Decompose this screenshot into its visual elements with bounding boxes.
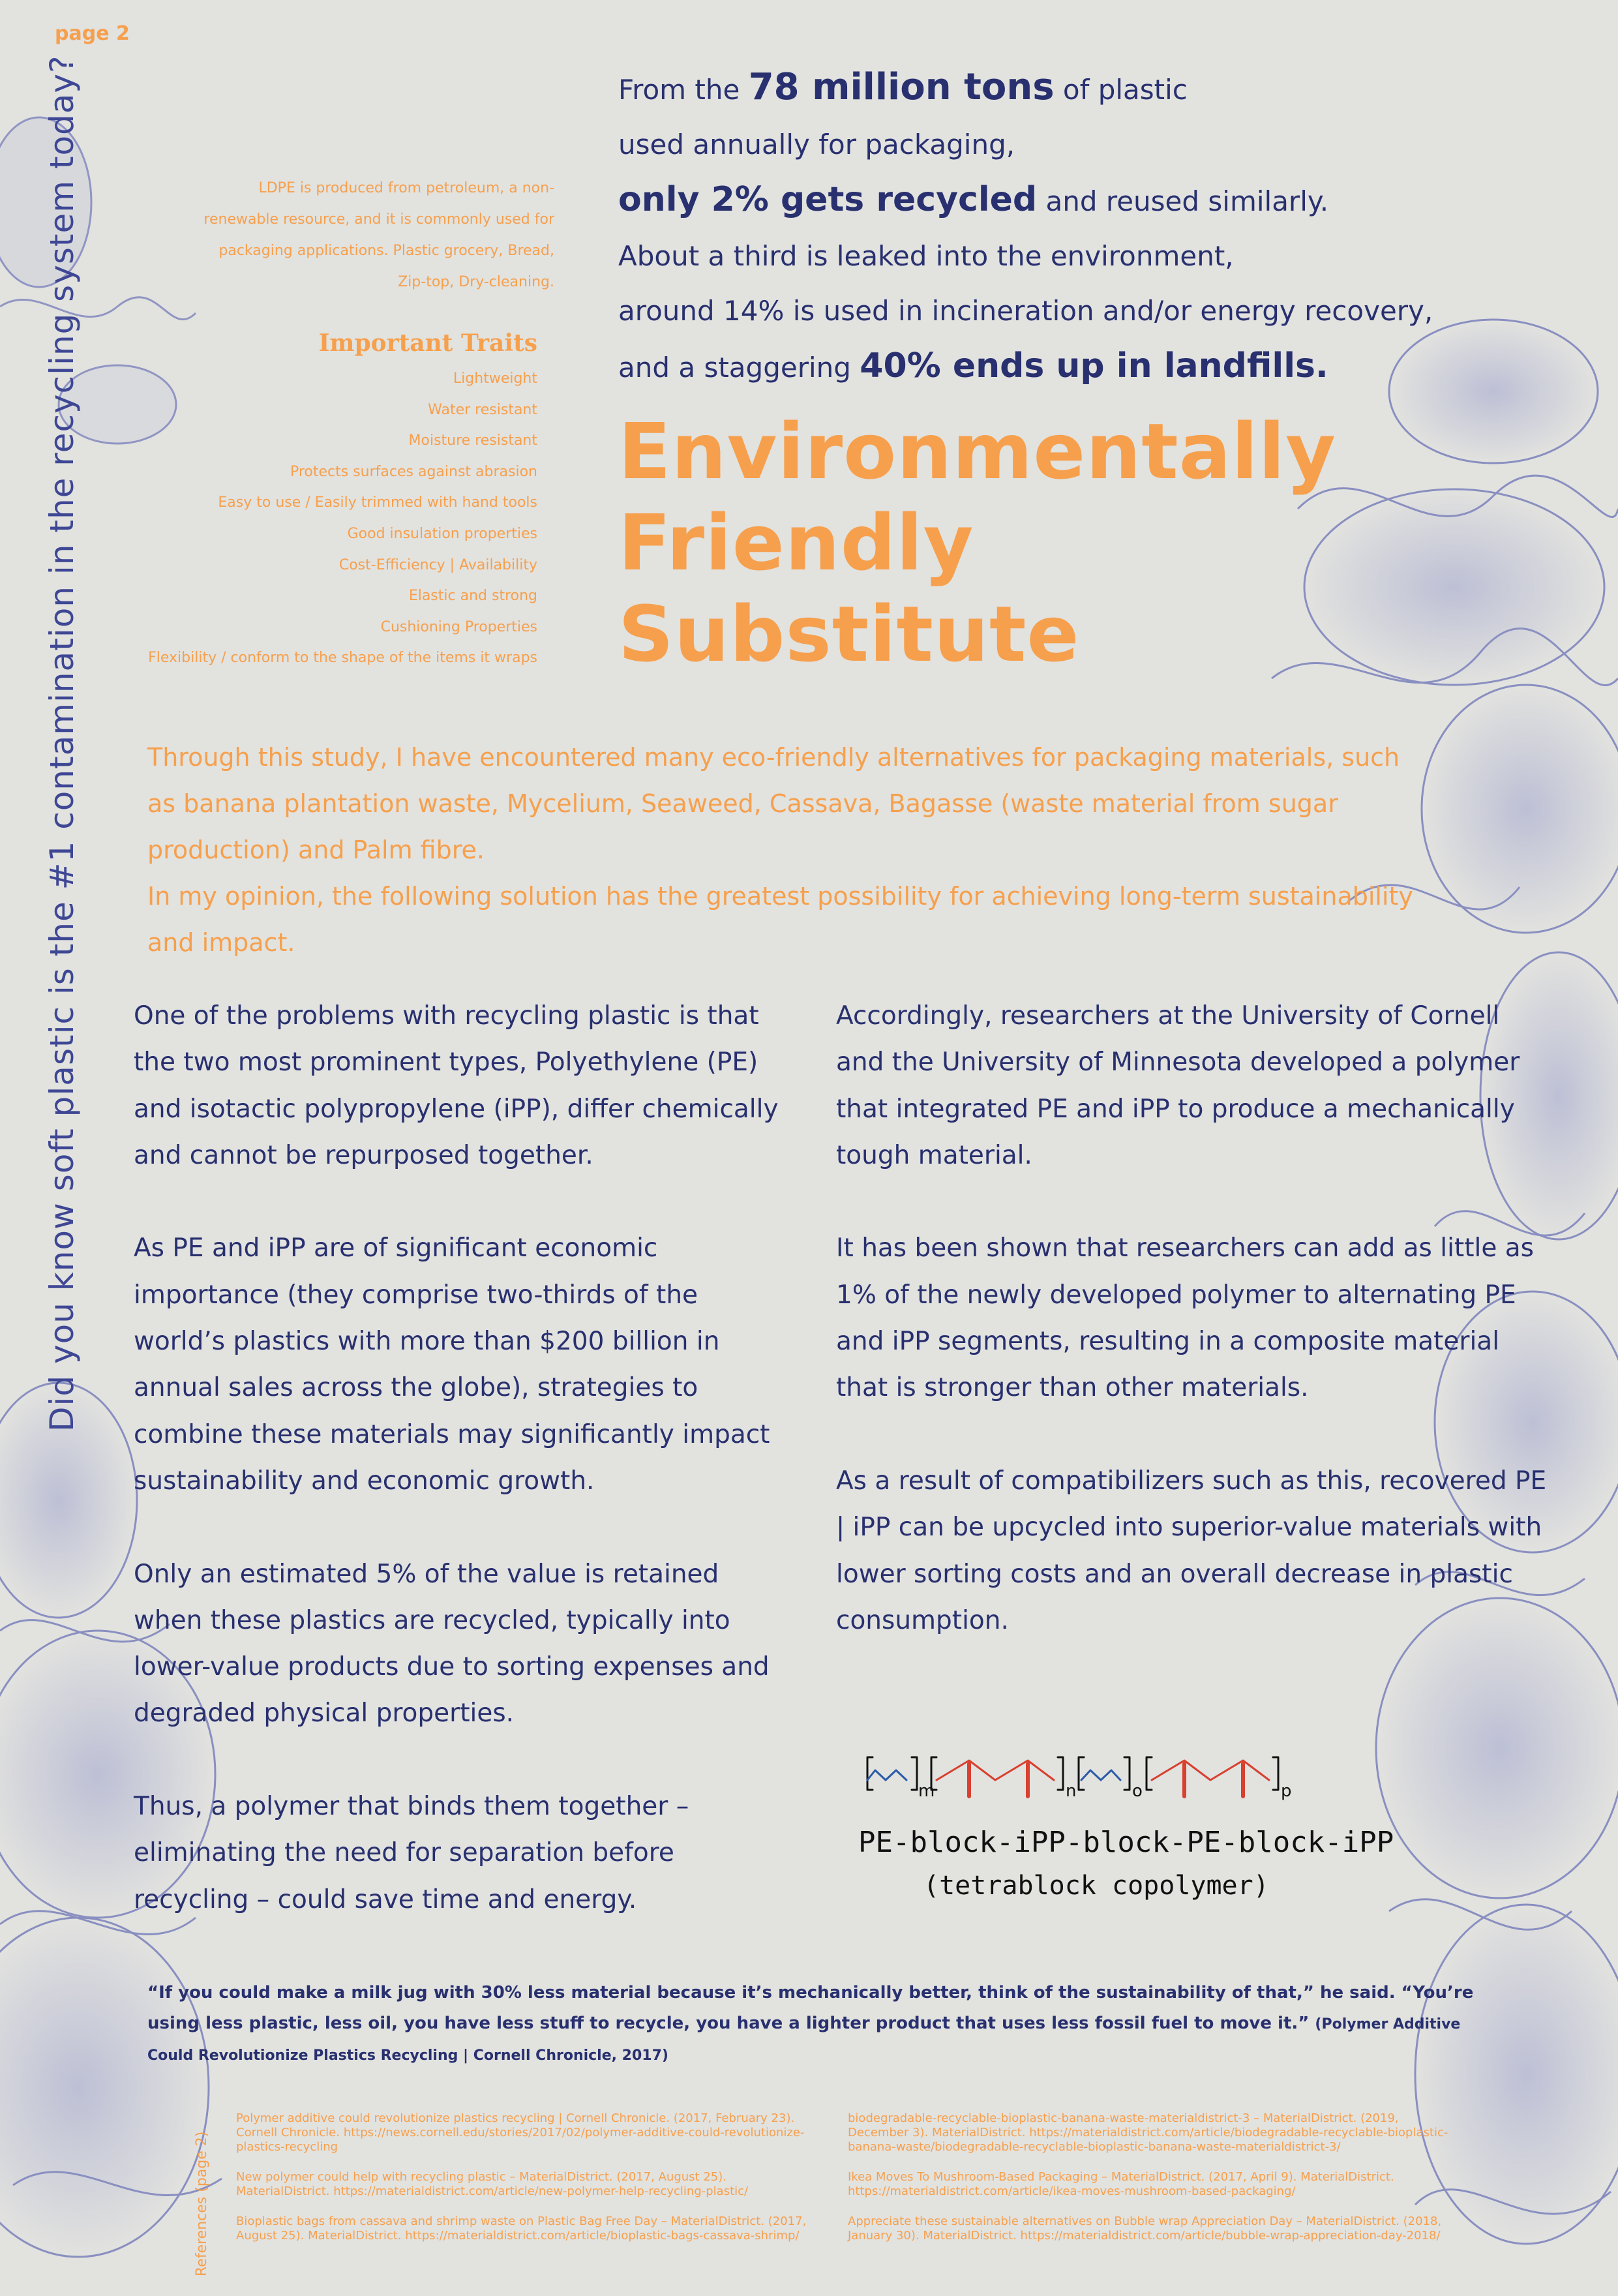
quote-text: “If you could make a milk jug with 30% less material because it’s mechanically better, think of the sustainability of that,” he said. “You’re using less plastic, less oil, you have less stuff to recycle, you have a lighter product that uses less fossil fuel to move it.”: [147, 1983, 1474, 2033]
subscript-o: o: [1132, 1781, 1143, 1801]
stats-line: From the 78 million tons of plastic: [618, 66, 1188, 108]
body-paragraph: Accordingly, researchers at the University of Cornell and the University of Minnesota developed a polymer that integrated PE and iPP to produce a mechanically tough material.: [836, 1001, 1520, 1170]
quote-block: [147, 1978, 1510, 2071]
ldpe-description: LDPE is produced from petroleum, a non-renewable resource, and it is commonly used for packaging applications. Plastic grocery, Bread, Zip-top, Dry-cleaning.: [203, 180, 554, 290]
headline: [618, 406, 1336, 680]
trait-item: Protects surfaces against abrasion: [290, 463, 537, 480]
stats-highlight: 40% ends up in landfills.: [860, 346, 1328, 385]
reference-item: Bioplastic bags from cassava and shrimp waste on Plastic Bag Free Day – MaterialDistrict. (2017, August 25). MaterialDistrict. https://materialdistrict.com/article/bioplastic-bags-cassava-shrimp/: [236, 2214, 807, 2243]
quote-source: (Polymer Additive Could Revolutionize Plastics Recycling | Cornell Chronicle, 2017): [147, 2016, 1461, 2064]
subscript-m: m: [918, 1781, 935, 1801]
headline-line: Environmentally: [618, 406, 1337, 496]
intro-text: [147, 734, 1419, 966]
stats-line: and a staggering 40% ends up in landfills.: [618, 346, 1328, 385]
copolymer-structure-icon: [839, 1731, 1394, 1920]
side-question: Did you know soft plastic is the #1 contamination in the recycling system today?: [43, 55, 81, 1432]
reference-item: biodegradable-recyclable-bioplastic-banana-waste-materialdistrict-3 – MaterialDistrict. (2019, December 3). MaterialDistrict. https://materialdistrict.com/article/biodegradable-recyclable-bioplastic-banana-waste/biodegradable-recyclable-bioplastic-banana-waste-materialdistrict-3/: [848, 2111, 1448, 2154]
trait-item: Good insulation properties: [347, 525, 537, 542]
body-paragraph: It has been shown that researchers can add as little as 1% of the newly developed polymer to alternating PE and iPP segments, resulting in a composite material that is stronger than other materials.: [836, 1233, 1534, 1403]
plastic-stats: [618, 60, 1570, 395]
traits-list: [148, 363, 537, 674]
trait-item: Flexibility / conform to the shape of the items it wraps: [148, 650, 537, 667]
references-right: [848, 2111, 1454, 2259]
page-label: page 2: [55, 22, 130, 45]
stats-line: About a third is leaked into the environment,: [618, 240, 1234, 272]
body-paragraph: Only an estimated 5% of the value is retained when these plastics are recycled, typically into lower-value products due to sorting expenses and degraded physical properties.: [134, 1559, 770, 1729]
copolymer-label: PE-block-iPP-block-PE-block-iPP: [858, 1826, 1394, 1859]
copolymer-sublabel: (tetrablock copolymer): [923, 1871, 1269, 1901]
trait-item: Easy to use / Easily trimmed with hand tools: [218, 494, 537, 511]
body-paragraph: As a result of compatibilizers such as this, recovered PE | iPP can be upcycled into superior-value materials with lower sorting costs and an overall decrease in plastic consumption.: [836, 1466, 1547, 1635]
trait-item: Water resistant: [428, 401, 537, 418]
trait-item: Cushioning Properties: [380, 618, 537, 635]
intro-paragraph: In my opinion, the following solution has the greatest possibility for achieving long-term sustainability and impact.: [147, 882, 1413, 957]
intro-paragraph: Through this study, I have encountered many eco-friendly alternatives for packaging materials, such as banana plantation waste, Mycelium, Seaweed, Cassava, Bagasse (waste material from sugar production) and Palm fibre.: [147, 743, 1400, 864]
references-left: [236, 2111, 823, 2259]
body-paragraph: One of the problems with recycling plastic is that the two most prominent types, Polyethylene (PE) and isotactic polypropylene (iPP), differ chemically and cannot be repurposed together.: [134, 1001, 779, 1170]
reference-item: Ikea Moves To Mushroom-Based Packaging – MaterialDistrict. (2017, April 9). MaterialDistrict. https://materialdistrict.com/article/ikea-moves-mushroom-based-packaging/: [848, 2170, 1394, 2198]
trait-item: Moisture resistant: [408, 432, 537, 449]
stats-line: around 14% is used in incineration and/or energy recovery,: [618, 295, 1433, 327]
body-column-left: [134, 993, 792, 1969]
reference-item: New polymer could help with recycling plastic – MaterialDistrict. (2017, August 25). MaterialDistrict. https://materialdistrict.com/article/new-polymer-help-recycling-plastic/: [236, 2170, 749, 2198]
stats-line: used annually for packaging,: [618, 128, 1015, 160]
headline-line: Friendly: [618, 498, 974, 588]
reference-item: Polymer additive could revolutionize plastics recycling | Cornell Chronicle. (2017, February 23). Cornell Chronicle. https://news.cornell.edu/stories/2017/02/polymer-additive-could-revolutionize-plastics-recycling: [236, 2111, 805, 2154]
body-paragraph: As PE and iPP are of significant economic importance (they comprise two-thirds of the world’s plastics with more than $200 billion in annual sales across the globe), strategies to combine these materials may significantly impact sustainability and economic growth.: [134, 1233, 770, 1496]
trait-item: Cost-Efficiency | Availability: [338, 556, 537, 573]
trait-item: Lightweight: [453, 370, 537, 387]
stats-highlight: only 2% gets recycled: [618, 180, 1038, 219]
subscript-p: p: [1281, 1781, 1292, 1801]
body-column-right: [836, 993, 1547, 1690]
stats-line: only 2% gets recycled and reused similarly.: [618, 180, 1329, 219]
reference-item: Appreciate these sustainable alternatives on Bubble wrap Appreciation Day – MaterialDistrict. (2018, January 30). MaterialDistrict. https://materialdistrict.com/article/bubble-wrap-appreciation-day-2018/: [848, 2214, 1442, 2243]
subscript-n: n: [1066, 1781, 1077, 1801]
trait-item: Elastic and strong: [408, 588, 537, 605]
references-label: References (page 2): [194, 2131, 210, 2276]
traits-title: Important Traits: [318, 329, 537, 357]
tetrablock-copolymer-diagram: [839, 1731, 1394, 1920]
stats-highlight: 78 million tons: [748, 66, 1055, 108]
body-paragraph: Thus, a polymer that binds them together – eliminating the need for separation before recycling – could save time and energy.: [134, 1792, 689, 1914]
headline-line: Substitute: [618, 589, 1080, 679]
